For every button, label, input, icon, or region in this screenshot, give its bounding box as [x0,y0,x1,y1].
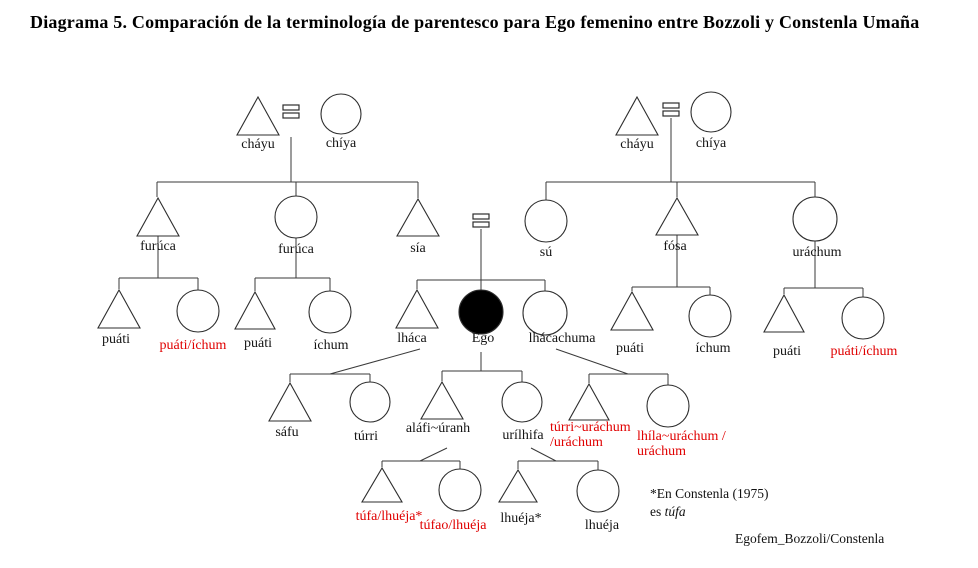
term-label-daughter: urílhifa [502,428,544,443]
marriage-equals-icon-left [283,105,299,118]
male-symbol-fz-son [235,292,275,329]
ego-symbol [459,290,503,334]
term-label-sister: lhácachuma [528,331,596,346]
term-label-mb-daughter: íchum [695,341,731,356]
term-label-mothers-sister: uráchum [792,245,842,260]
female-symbol-brothers-daughter [350,382,390,422]
female-symbol-mb-daughter [689,295,731,337]
female-symbol-mothers-sister [793,197,837,241]
term-label-sons-son: túfa/lhuéja* [355,509,423,524]
male-symbol-daughters-son [499,470,537,502]
male-symbol-grandfather-left [237,97,279,135]
term-label-mb-son: puáti [616,341,644,356]
female-symbol-sons-daughter [439,469,481,511]
male-symbol-sisters-son [569,384,609,420]
term-label-sisters-daughter: lhíla~uráchum / uráchum [637,429,726,459]
male-symbol-mz-son [764,295,804,332]
diagram-title: Diagrama 5. Comparación de la terminología de parentesco para Ego femenino entre Bozzoli y Constenla Umaña [30,12,920,32]
marriage-equals-icon-parents [473,214,489,227]
term-label-brothers-daughter: túrri [353,429,379,444]
male-symbol-mothers-brother [656,198,698,235]
term-label-mother: sú [539,245,553,260]
female-symbol-sister [523,291,567,335]
female-symbol-fz-daughter [309,291,351,333]
footnote-line2: es túfa [650,503,686,519]
male-symbol-fb-son [98,290,140,328]
term-label-fathers-sister: furúca [278,242,314,257]
diagram-caption: Egofem_Bozzoli/Constenla [735,531,885,546]
female-symbol-grandmother-right [691,92,731,132]
term-label-brothers-son: sáfu [275,425,299,440]
term-label-fz-son: puáti [244,336,272,351]
female-symbol-mother [525,200,567,242]
male-symbol-brothers-son [269,383,311,421]
term-label-mothers-brother: fósa [663,239,687,254]
male-symbol-fathers-brother [137,198,179,236]
term-label-grandmother-left: chíya [325,136,357,151]
footnote-term-italic: túfa [664,503,686,519]
term-label-daughters-son: lhuéja* [500,511,542,526]
term-label-fb-son: puáti [102,332,130,347]
term-label-fb-daughter: puáti/íchum [159,338,227,353]
term-label-grandfather-right: cháyu [620,137,654,152]
term-label-mz-daughter: puáti/íchum [830,344,898,359]
male-symbol-son [421,382,463,419]
term-label-sisters-son: túrri~uráchum /uráchum [550,420,631,450]
female-symbol-fathers-sister [275,196,317,238]
female-symbol-daughter [502,382,542,422]
marriage-equals-icon-right [663,103,679,116]
term-label-grandfather-left: cháyu [241,137,275,152]
female-symbol-sisters-daughter [647,385,689,427]
female-symbol-fb-daughter [177,290,219,332]
male-symbol-father [397,199,439,236]
male-symbol-grandfather-right [616,97,658,135]
male-symbol-brother [396,290,438,328]
female-symbol-grandmother-left [321,94,361,134]
term-label-daughters-daughter: lhuéja [584,518,620,533]
term-label-mz-son: puáti [773,344,801,359]
male-symbol-sons-son [362,468,402,502]
term-label-ego: Ego [471,331,495,346]
male-symbol-mb-son [611,292,653,330]
term-label-son: aláfi~úranh [405,421,471,436]
term-label-fz-daughter: íchum [313,338,349,353]
term-label-fathers-brother: furúca [140,239,176,254]
person-symbols [98,92,884,512]
footnote [650,485,768,520]
term-label-sons-daughter: túfao/lhuéja [419,518,487,533]
female-symbol-daughters-daughter [577,470,619,512]
footnote-line1: *En Constenla (1975) [650,486,769,501]
term-label-grandmother-right: chíya [695,136,727,151]
female-symbol-mz-daughter [842,297,884,339]
term-label-father: sía [410,241,426,256]
term-label-brother: lháca [397,331,427,346]
